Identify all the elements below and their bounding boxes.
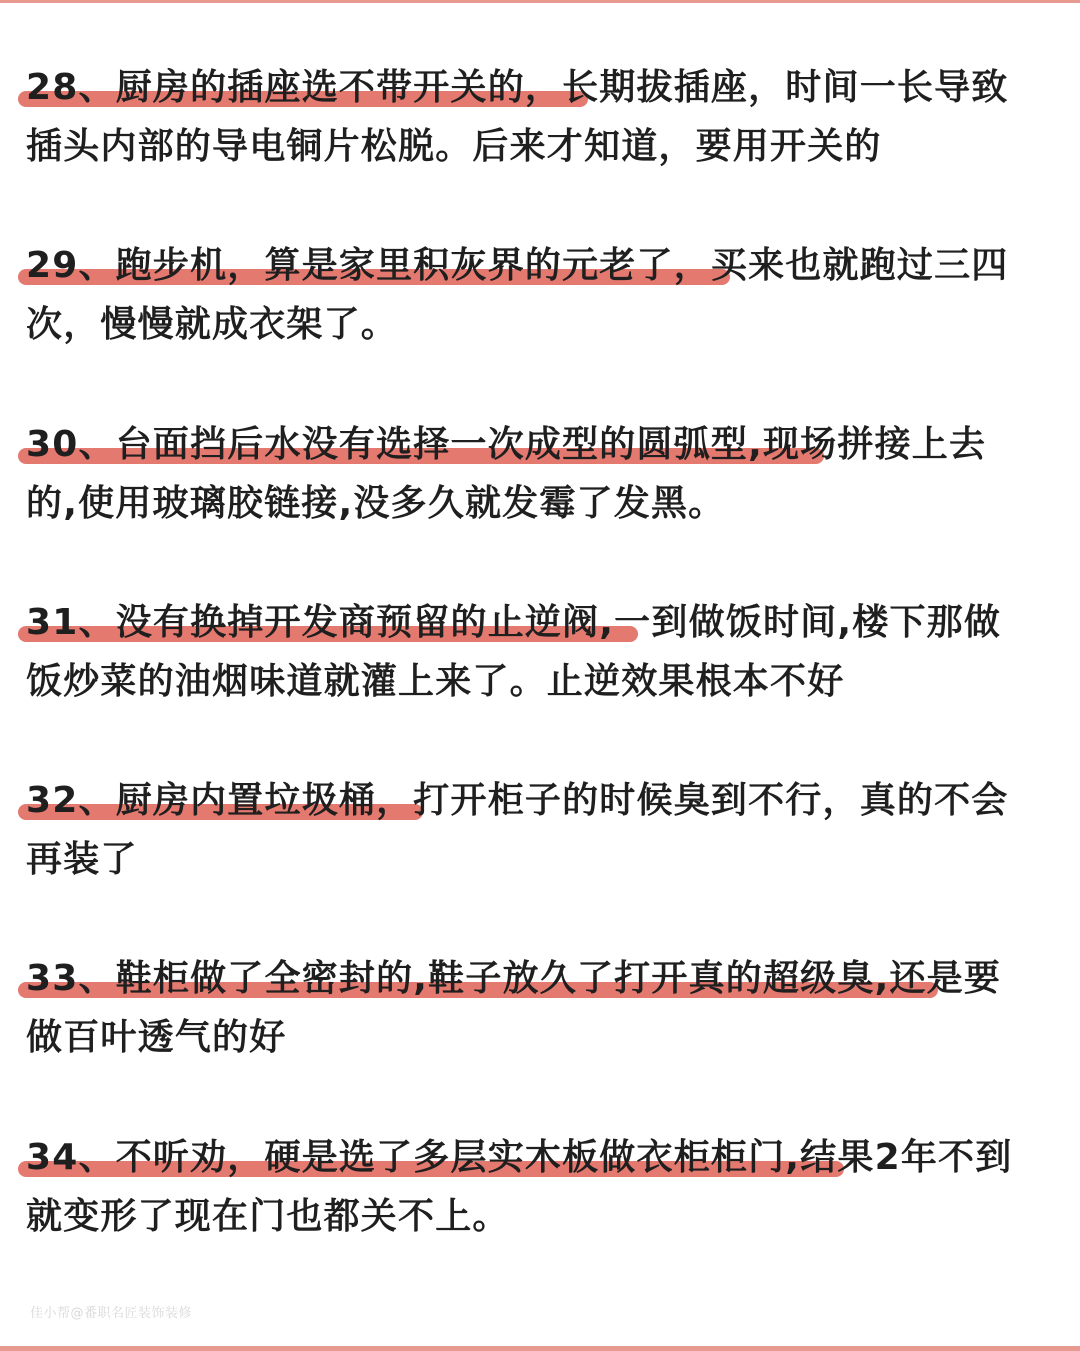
tip-item-34: [26, 1128, 1056, 1306]
tip-item-32: [26, 771, 1056, 949]
tips-list: [26, 58, 1056, 1306]
tip-text-line-1: 28、厨房的插座选不带开关的，长期拔插座，时间一长导致: [26, 67, 1009, 108]
tip-item-30: [26, 415, 1056, 593]
tip-text-line-1: 29、跑步机，算是家里积灰界的元老了，买来也就跑过三四: [26, 245, 1009, 287]
bottom-border: [0, 1346, 1080, 1351]
tip-text-line-1: 34、不听劝，硬是选了多层实木板做衣柜柜门,结果2年不到: [26, 1136, 1013, 1178]
tip-text-line-1: 32、厨房内置垃圾桶，打开柜子的时候臭到不行，真的不会: [26, 780, 1009, 822]
tip-item-31: [26, 593, 1056, 771]
tip-item-29: [26, 236, 1056, 414]
tip-text-line-1: 33、鞋柜做了全密封的,鞋子放久了打开真的超级臭,还是要: [26, 958, 1002, 1000]
tip-text-line-2: 饭炒菜的油烟味道就灌上来了。止逆效果根本不好: [26, 660, 845, 702]
tip-text-line-1: 30、台面挡后水没有选择一次成型的圆弧型,现场拼接上去: [26, 423, 987, 465]
tip-text-line-2: 的,使用玻璃胶链接,没多久就发霉了发黑。: [26, 482, 726, 524]
tip-text-line-1: 31、没有换掉开发商预留的止逆阀,一到做饭时间,楼下那做: [26, 601, 1002, 643]
tip-text-line-2: 插头内部的导电铜片松脱。后来才知道，要用开关的: [26, 126, 882, 167]
tip-text-line-2: 就变形了现在门也都关不上。: [26, 1195, 510, 1237]
tip-text-line-2: 次，慢慢就成衣架了。: [26, 304, 399, 346]
tip-text-line-2: 再装了: [26, 839, 138, 881]
watermark: 佳小帮@番职名匠装饰装修: [30, 1306, 193, 1321]
tip-item-28: [26, 58, 1056, 236]
tip-text-line-2: 做百叶透气的好: [26, 1017, 287, 1059]
top-border: [0, 0, 1080, 3]
tip-item-33: [26, 949, 1056, 1127]
